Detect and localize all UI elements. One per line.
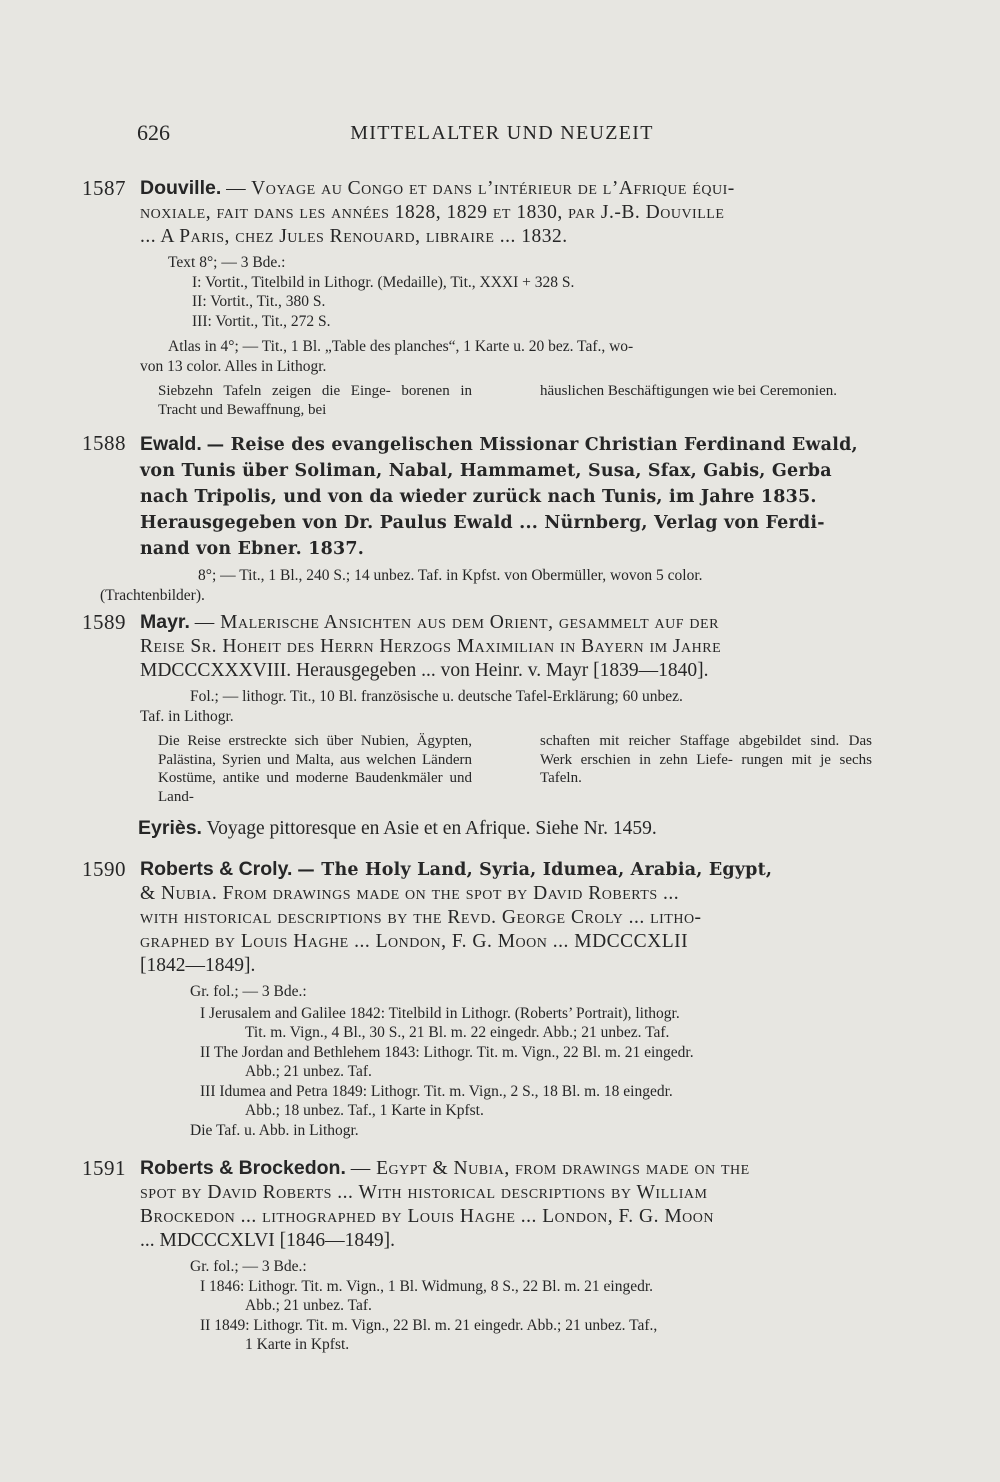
entry-author: Douville.	[140, 177, 222, 199]
entry-title-line: spot by David Roberts ... With historical descriptions by William	[140, 1182, 708, 1203]
entry-description: 8°; — Tit., 1 Bl., 240 S.; 14 unbez. Taf. in Kpfst. von Obermüller, wovon 5 color. (Trachtenbilder).	[100, 567, 703, 604]
entry-title-line: [1842—1849].	[140, 955, 256, 976]
cross-reference-text: Voyage pittoresque en Asie et en Afrique. Siehe Nr. 1459.	[206, 818, 657, 839]
cross-reference-author: Eyriès.	[138, 817, 202, 839]
entry-title-line: Brockedon ... lithographed by Louis Haghe ... London, F. G. Moon	[140, 1206, 715, 1227]
entry-title-line: ... MDCCCXLVI [1846—1849].	[140, 1230, 395, 1251]
entry-title-line: MDCCCXXXVIII. Herausgegeben ... von Heinr. v. Mayr [1839—1840].	[140, 660, 709, 681]
entry-title-line: ... A Paris, chez Jules Renouard, libraire ... 1832.	[140, 226, 568, 247]
page-header	[137, 120, 867, 150]
entry-title-line: Mayr. — Malerische Ansichten aus dem Orient, gesammelt auf der	[140, 611, 719, 633]
entry-title-line: nach Tripolis, und von da wieder zurück nach Tunis, im Jahre 1835.	[140, 487, 817, 507]
entry-number: 1589	[82, 610, 126, 634]
entry-title-line: Reise Sr. Hoheit des Herrn Herzogs Maximilian in Bayern im Jahre	[140, 636, 722, 657]
entry-description: Gr. fol.; — 3 Bde.: I Jerusalem and Galilee 1842: Titelbild in Lithogr. (Roberts’ Portrait), lithogr. Tit. m. Vign., 4 Bl., 30 S., 21 Bl. m. 22 eingedr. Abb.; 21 unbez. Taf. II The Jordan and Bethlehem 1843: Lithogr. Tit. m. Vign., 22 Bl. m. 21 eingedr. Abb.; 21 unbez. Taf. III Idumea and Petra 1849: Lithogr. Tit. m. Vign., 2 S., 18 Bl. m. 18 eingedr. Abb.; 18 unbez. Taf., 1 Karte in Kpfst. Die Taf. u. Abb. in Lithogr.	[190, 983, 694, 1139]
entry-title-line: graphed by Louis Haghe ... London, F. G. Moon ... MDCCCXLII	[140, 931, 689, 952]
notes-right: schaften mit reicher Staffage abgebildet sind. Das Werk erschien in zehn Liefe- rungen mit je sechs Tafeln.	[540, 733, 872, 786]
running-title: MITTELALTER UND NEUZEIT	[350, 122, 654, 144]
entry-title-line: noxiale, fait dans les années 1828, 1829 et 1830, par J.-B. Douville	[140, 202, 725, 223]
entry-notes	[140, 382, 872, 419]
cross-reference	[138, 817, 868, 840]
entry-author: Ewald.	[140, 433, 202, 455]
entry-number: 1591	[82, 1156, 126, 1180]
entry-title-line: Herausgegeben von Dr. Paulus Ewald ... Nürnberg, Verlag von Ferdi-	[140, 513, 825, 533]
entry-author: Roberts & Brockedon.	[140, 1157, 346, 1179]
entry-title-line: nand von Ebner. 1837.	[140, 539, 365, 559]
entry-description: Text 8°; — 3 Bde.: I: Vortit., Titelbild in Lithogr. (Medaille), Tit., XXXI + 328 S. II: Vortit., Tit., 380 S. III: Vortit., Tit., 272 S. Atlas in 4°; — Tit., 1 Bl. „Table des planches“, 1 Karte u. 20 bez. Taf., wo- von 13 color. Alles in Lithogr.	[140, 254, 634, 375]
entry-title-line: Roberts & Brockedon. — Egypt & Nubia, from drawings made on the	[140, 1157, 750, 1179]
entry-title-line: & Nubia. From drawings made on the spot by David Roberts ...	[140, 883, 680, 904]
entry-title-line: von Tunis über Soliman, Nabal, Hammamet, Susa, Sfax, Gabis, Gerba	[140, 461, 832, 481]
entry-author: Mayr.	[140, 611, 190, 633]
page-number: 626	[137, 120, 170, 145]
entry-description: Fol.; — lithogr. Tit., 10 Bl. französische u. deutsche Tafel-Erklärung; 60 unbez. Taf. in Lithogr.	[140, 688, 683, 725]
entry-title-line: Ewald. — Reise des evangelischen Missionar Christian Ferdinand Ewald,	[140, 433, 858, 455]
entry-number: 1587	[82, 176, 126, 200]
entry-author: Roberts & Croly.	[140, 858, 293, 880]
entry-title-line: Douville. — Voyage au Congo et dans l’intérieur de l’Afrique équi-	[140, 177, 735, 199]
entry-number: 1590	[82, 857, 126, 881]
entry-description: Gr. fol.; — 3 Bde.: I 1846: Lithogr. Tit. m. Vign., 1 Bl. Widmung, 8 S., 22 Bl. m. 21 eingedr. Abb.; 21 unbez. Taf. II 1849: Lithogr. Tit. m. Vign., 22 Bl. m. 21 eingedr. Abb.; 21 unbez. Taf., 1 Karte in Kpfst.	[190, 1258, 658, 1353]
entry-title-line: with historical descriptions by the Revd. George Croly ... litho-	[140, 907, 702, 928]
entry-number: 1588	[82, 431, 126, 455]
notes-left: Siebzehn Tafeln zeigen die Einge- borenen in Tracht und Bewaffnung, bei	[158, 383, 472, 418]
entry-notes	[140, 732, 872, 806]
notes-right: häuslichen Beschäftigungen wie bei Ceremonien.	[540, 383, 837, 399]
notes-left: Die Reise erstreckte sich über Nubien, Ägypten, Palästina, Syrien und Malta, aus welchen Ländern Kostüme, antike und moderne Baudenkmäler und Land-	[158, 733, 472, 805]
entry-title-line: Roberts & Croly. — The Holy Land, Syria, Idumea, Arabia, Egypt,	[140, 858, 773, 880]
